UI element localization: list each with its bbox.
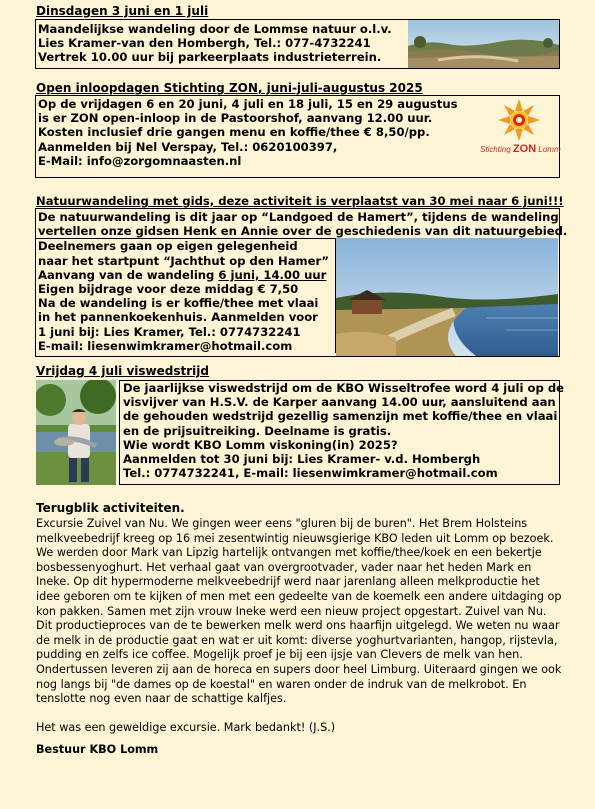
hamert-lake-photo [336,238,558,356]
nature-line-4: Na de wandeling is er koffie/thee met vlaai [38,296,319,311]
stichting-zon-logo [480,97,561,159]
walk-line-1: Maandelijkse wandeling door de Lommse natuur o.l.v. [38,22,392,36]
nature-line-2: naar het startpunt “Jachthut op den Hamer” [38,253,330,268]
zon-line-5: E-Mail: info@zorgomnaasten.nl [38,153,242,168]
nature-line-5: in het pannenkoekenhuis. Aanmelden voor [38,310,318,325]
zon-line-4: Aanmelden bij Nel Verspay, Tel.: 0620100397, [38,139,338,154]
fishing-line-5: Wie wordt KBO Lomm viskoning(in) 2025? [123,437,398,452]
nature-start-time: 6 juni, 14.00 uur [218,267,327,282]
fishing-line-1: De jaarlijkse viswedstrijd om de KBO Wisseltrofee word 4 juli op de [123,381,564,395]
zon-logo-brand: ZON [512,143,537,155]
nature-line-7: E-mail: liesenwimkramer@hotmail.com [38,338,293,353]
review-thanks: Het was een geweldige excursie. Mark bedankt! (J.S.) [36,720,336,734]
review-body: Excursie Zuivel van Nu. We gingen weer eens "gluren bij de buren". Het Brem Holsteins melkveebedrijf kreeg op 16 mei zesentwintig nieuwsgierige KBO leden uit Lomm op bezoek. We werden door Mark van Lipzig hartelijk ontvangen met koffie/thee/koek en een bekertje bosbessenyoghurt. Het verhaal gaat van overgrootvader, vader naar het heden Mark en Ineke. Op dit hypermoderne melkveebedrijf werd naar jarenlang alleen melkproductie het idee geboren om te kijken of men met een gedeelte van de koemelk een andere uitdaging op kon pakken. Samen met zijn vrouw Ineke werd een nieuw project opgestart. Zuivel van Nu. Dit productieproces van de te bewerken melk werd ons haarfijn uitgelegd. We weten nu waar de melk in de productie gaat en wat er uit komt: diverse yoghurtvarianten, hangop, rijstevla, pudding en zelfs ice coffee. Mogelijk proef je bij een ijsje van Clevers de melk van hen. Ondertussen leveren zij aan de horeca en supers door heel Limburg. Uiteraard gingen we ook nog langs bij "de dames op de koestal" en waren onder de indruk van de melkrobot. En tenslotte nog even naar de schattige kalfjes. [36,517,562,706]
fishing-contest-photo [36,380,116,485]
fishing-line-4: en de prijsuitreiking. Deelname is gratis. [123,423,392,438]
review-section [36,501,564,758]
zon-sun-icon [480,97,558,143]
nature-start-line [38,268,335,282]
fishing-line-6: Aanmelden tot 30 juni bij: Lies Kramer- v.d. Hombergh [123,452,481,467]
review-signature: Bestuur KBO Lomm [36,743,159,757]
heading-nature-walk: Natuurwandeling met gids, deze activiteit is verplaatst van 30 mei naar 6 juni!!! [36,194,564,208]
zon-line-2: is er ZON open-inloop in de Pastoorshof, aanvang 12.00 uur. [38,111,433,126]
zon-logo-prefix: Stichting [480,145,511,154]
nature-start-prefix: Aanvang van de wandeling [38,267,219,282]
zon-logo-suffix: Lomm [538,145,561,154]
nature-line-6: 1 juni bij: Lies Kramer, Tel.: 0774732241 [38,324,301,339]
heading-fishing-contest: Vrijdag 4 juli viswedstrijd [36,364,209,378]
zon-line-1: Op de vrijdagen 6 en 20 juni, 4 juli en 18 juli, 15 en 29 augustus [38,97,458,111]
review-title: Terugblik activiteiten. [36,501,185,515]
walk-line-3: Vertrek 10.00 uur bij parkeerplaats industrieterrein. [38,50,382,65]
fishing-line-2: visvijver van H.S.V. de Karper aanvang 14.00 uur, aansluitend aan [123,395,556,410]
heading-monthly-walk: Dinsdagen 3 juni en 1 juli [36,4,209,18]
nature-line-3: Eigen bijdrage voor deze middag € 7,50 [38,282,299,297]
box-fishing-contest [119,380,564,485]
walk-line-2: Lies Kramer-van den Hombergh, Tel.: 077-4732241 [38,36,371,51]
nature-intro-line-2: vertellen onze gidsen Henk en Annie over de geschiedenis van dit natuurgebied. [38,224,568,239]
nature-details-block [36,238,336,353]
zon-line-3: Kosten inclusief drie gangen menu en koffie/thee € 8,50/pp. [38,125,430,140]
fishing-line-3: de gehouden wedstrijd gezellig samenzijn met koffie/thee en vlaai [123,409,558,424]
nature-intro-line-1: De natuurwandeling is dit jaar op “Landgoed de Hamert”, tijdens de wandeling [38,210,559,224]
fishing-line-7: Tel.: 0774732241, E-mail: liesenwimkramer@hotmail.com [123,466,498,481]
heath-landscape-photo [408,20,559,68]
nature-line-1: Deelnemers gaan op eigen gelegenheid [38,239,298,254]
heading-zon-open-days: Open inloopdagen Stichting ZON, juni-juli-augustus 2025 [36,81,423,95]
